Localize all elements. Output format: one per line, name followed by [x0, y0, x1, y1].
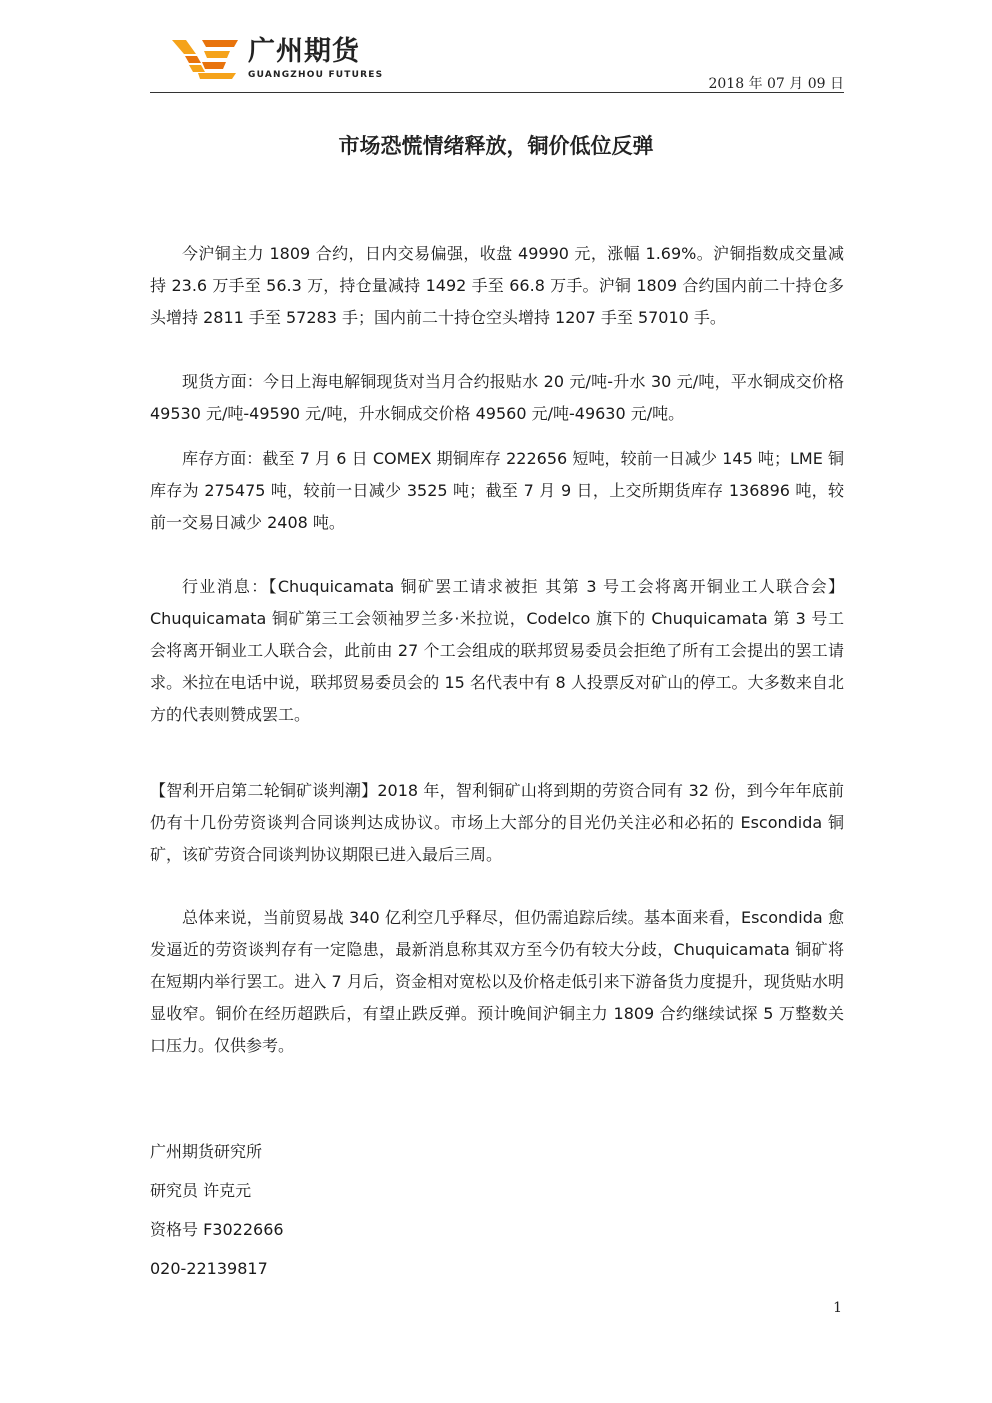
- brand-name-en: GUANGZHOU FUTURES: [248, 70, 384, 80]
- paragraph-chile-negotiation: 【智利开启第二轮铜矿谈判潮】2018 年，智利铜矿山将到期的劳资合同有 32 份，到今年年底前仍有十几份劳资谈判合同谈判达成协议。市场上大部分的目光仍关注必和必拓的 Escondida 铜矿，该矿劳资合同谈判协议期限已进入最后三周。: [150, 781, 844, 864]
- paragraph-inventory: 库存方面：截至 7 月 6 日 COMEX 期铜库存 222656 短吨，较前一日减少 145 吨；LME 铜库存为 275475 吨，较前一日减少 3525 吨；截至 7 月 9 日，上交所期货库存 136896 吨，较前一交易日减少 2408 吨。: [150, 449, 844, 532]
- signature-institute: 广州期货研究所: [150, 1142, 263, 1161]
- company-logo-icon: [172, 38, 240, 80]
- paragraph-market-summary: 今沪铜主力 1809 合约，日内交易偏强，收盘 49990 元，涨幅 1.69%。沪铜指数成交量减持 23.6 万手至 56.3 万，持仓量减持 1492 手至 66.8 万手。沪铜 1809 合约国内前二十持仓多头增持 2811 手至 57283 手；国内前二十持仓空头增持 1207 手至 57010 手。: [150, 244, 844, 327]
- page-number: 1: [833, 1300, 842, 1316]
- paragraph-spot: 现货方面：今日上海电解铜现货对当月合约报贴水 20 元/吨-升水 30 元/吨，平水铜成交价格 49530 元/吨-49590 元/吨，升水铜成交价格 49560 元/吨-49630 元/吨。: [150, 372, 844, 423]
- header-divider: [150, 92, 844, 93]
- signature-researcher: 研究员 许克元: [150, 1181, 252, 1200]
- signature-license: 资格号 F3022666: [150, 1220, 284, 1239]
- document-title: 市场恐慌情绪释放，铜价低位反弹: [338, 134, 654, 158]
- paragraph-conclusion: 总体来说，当前贸易战 340 亿利空几乎释尽，但仍需追踪后续。基本面来看，Escondida 愈发逼近的劳资谈判存有一定隐患，最新消息称其双方至今仍有较大分歧，Chuquicamata 铜矿将在短期内举行罢工。进入 7 月后，资金相对宽松以及价格走低引来下游备货力度提升，现货贴水明显收窄。铜价在经历超跌后，有望止跌反弹。预计晚间沪铜主力 1809 合约继续试探 5 万整数关口压力。仅供参考。: [150, 908, 844, 1055]
- report-date: 2018 年 07 月 09 日: [708, 76, 844, 92]
- paragraph-industry-news: 行业消息：【Chuquicamata 铜矿罢工请求被拒 其第 3 号工会将离开铜业工人联合会】Chuquicamata 铜矿第三工会领袖罗兰多·米拉说，Codelco 旗下的 Chuquicamata 第 3 号工会将离开铜业工人联合会，此前由 27 个工会组成的联邦贸易委员会拒绝了所有工会提出的罢工请求。米拉在电话中说，联邦贸易委员会的 15 名代表中有 8 人投票反对矿山的停工。大多数来自北方的代表则赞成罢工。: [150, 577, 844, 724]
- signature-phone: 020-22139817: [150, 1259, 268, 1278]
- brand-name-cn: 广州期货: [248, 36, 360, 67]
